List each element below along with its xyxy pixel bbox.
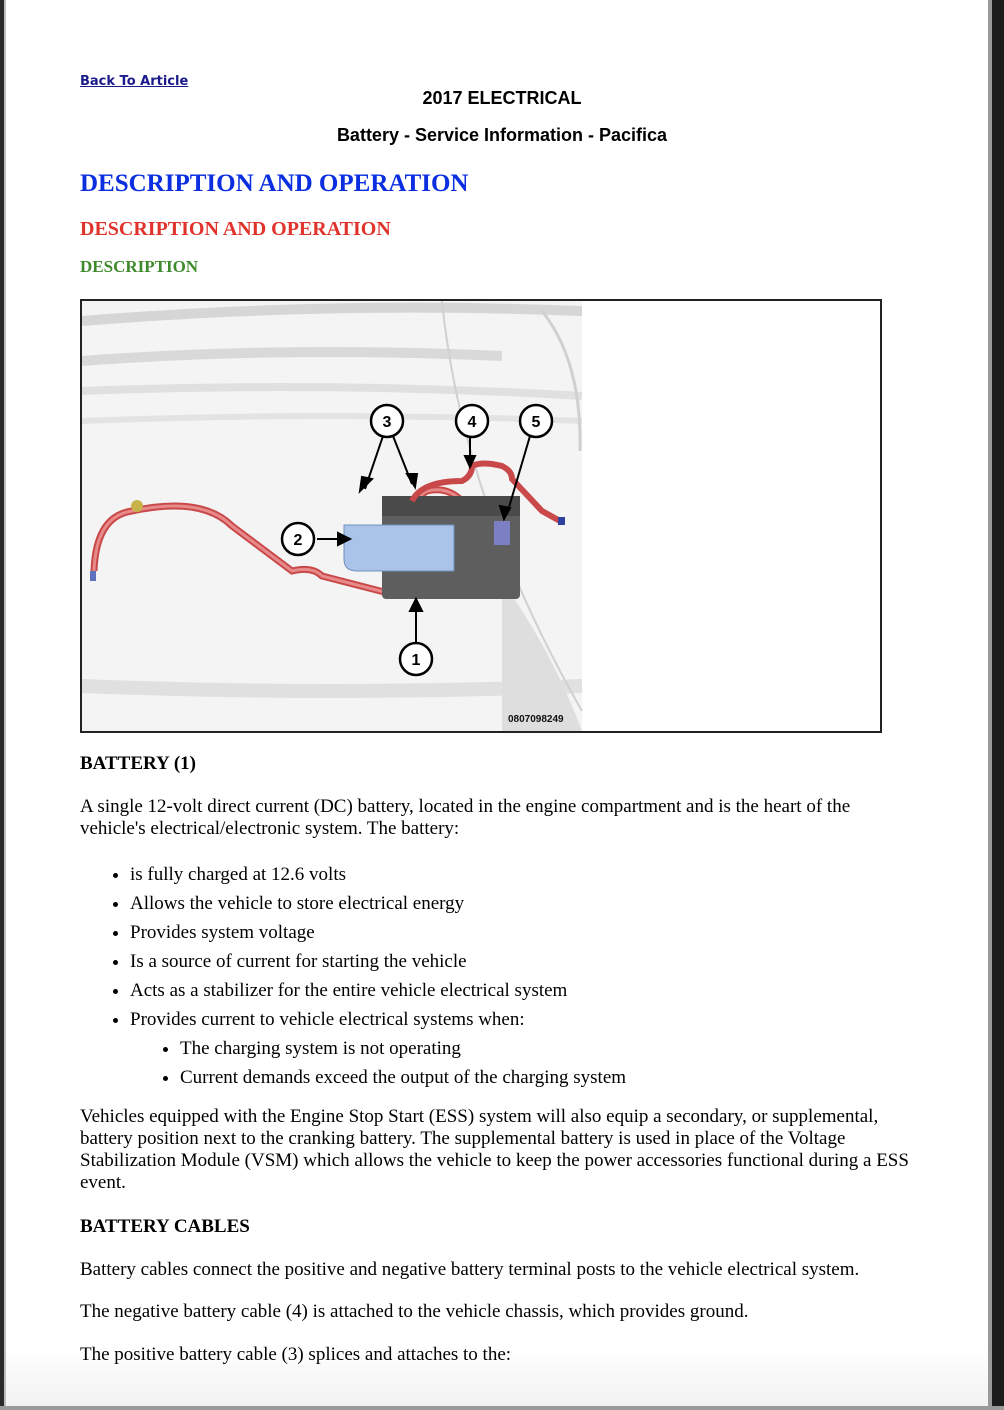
- cables-paragraph-3: The positive battery cable (3) splices and attaches to the:: [80, 1344, 512, 1365]
- section-heading: DESCRIPTION AND OPERATION: [80, 170, 469, 197]
- window-frame-right-edge: [988, 0, 992, 1410]
- document-title: 2017 ELECTRICAL: [422, 88, 582, 108]
- list-item: • Is a source of current for starting the vehicle: [130, 947, 626, 976]
- document-subtitle: Battery - Service Information - Pacifica: [336, 125, 668, 145]
- battery-location-figure: [80, 299, 882, 733]
- battery-function-list: [80, 860, 626, 1092]
- list-item: • is fully charged at 12.6 volts: [130, 860, 626, 889]
- battery-cables-heading: BATTERY CABLES: [80, 1216, 250, 1237]
- subsection-heading: DESCRIPTION AND OPERATION: [80, 218, 391, 240]
- callout-5: 5: [531, 414, 541, 431]
- callout-4: 4: [467, 414, 477, 431]
- list-item: • Allows the vehicle to store electrical energy: [130, 889, 626, 918]
- callout-3: 3: [382, 414, 392, 431]
- window-frame-right: [992, 0, 1004, 1410]
- window-frame-left-edge: [4, 0, 6, 1410]
- list-item: • Acts as a stabilizer for the entire vehicle electrical system: [130, 976, 626, 1005]
- callout-2: 2: [293, 532, 303, 549]
- sub-list: [130, 1034, 626, 1092]
- list-item-text: Provides current to vehicle electrical systems when:: [130, 1009, 525, 1030]
- cables-paragraph-1: Battery cables connect the positive and negative battery terminal posts to the vehicle electrical system.: [80, 1259, 860, 1280]
- ess-paragraph: Vehicles equipped with the Engine Stop Start (ESS) system will also equip a secondary, or supplemental, battery position next to the cranking battery. The supplemental battery is used in place of the Voltage Stabilization Module (VSM) which allows the vehicle to keep the power accessories functional during a ESS event.: [80, 1106, 909, 1193]
- window-frame-bottom: [0, 1406, 1004, 1410]
- list-item: • Provides system voltage: [130, 918, 626, 947]
- battery-heading: BATTERY (1): [80, 753, 196, 774]
- topic-heading: DESCRIPTION: [80, 257, 199, 276]
- sub-list-item: • Current demands exceed the output of the charging system: [180, 1063, 626, 1092]
- battery-diagram-illustration: [82, 301, 880, 731]
- sub-list-item: • The charging system is not operating: [180, 1034, 626, 1063]
- cables-paragraph-2: The negative battery cable (4) is attached to the vehicle chassis, which provides ground.: [80, 1301, 749, 1322]
- battery-intro-paragraph: A single 12-volt direct current (DC) battery, located in the engine compartment and is the heart of the vehicle's electrical/electronic system. The battery:: [80, 796, 851, 839]
- figure-id-label: 0807098249: [508, 714, 564, 725]
- list-item-with-sublist: [130, 1005, 626, 1092]
- back-to-article-link[interactable]: Back To Article: [80, 74, 189, 89]
- callout-1: 1: [411, 652, 421, 669]
